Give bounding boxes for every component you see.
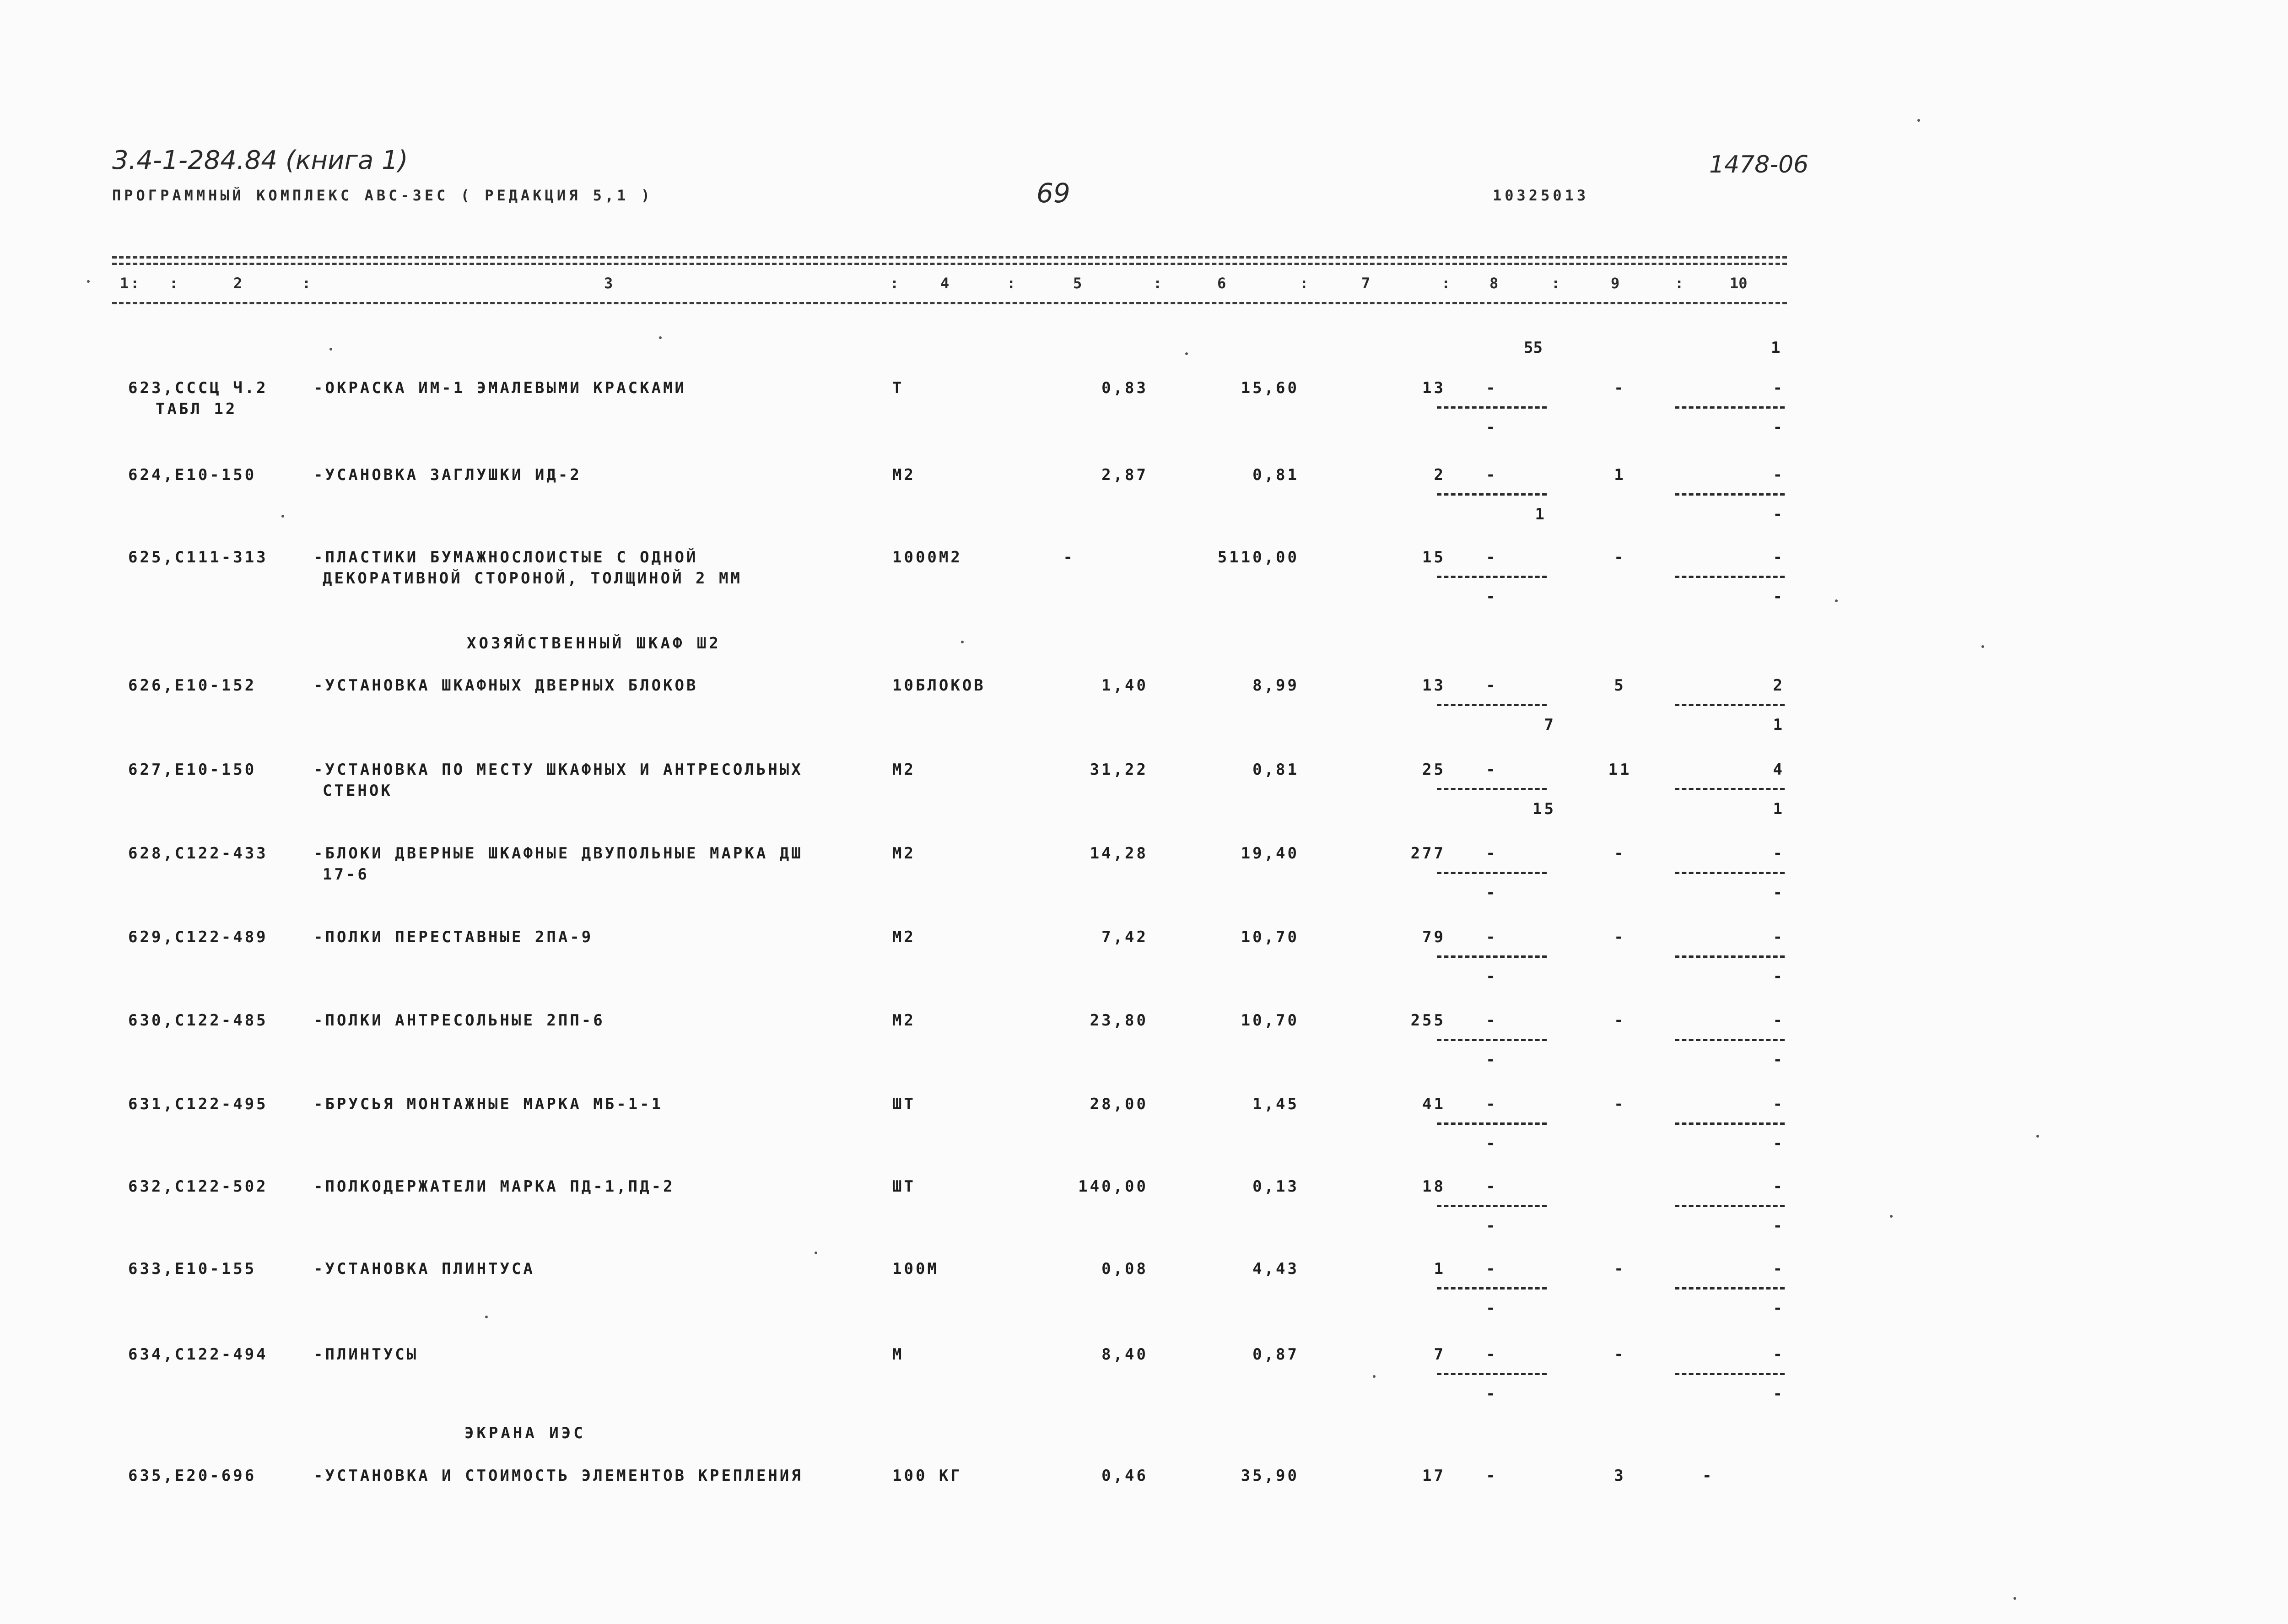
row-quantity: 0,46: [1101, 1467, 1148, 1485]
row-quantity: 23,80: [1090, 1011, 1148, 1030]
table-row: [0, 1011, 2288, 1080]
row-unit: М2: [892, 844, 916, 863]
row-quantity: 28,00: [1090, 1095, 1148, 1113]
row-code: 634,С122-494: [128, 1345, 268, 1364]
col-num-9: 9: [1611, 275, 1620, 292]
row-col10-bottom: 1: [1773, 800, 1785, 818]
row-col9: -: [1614, 928, 1626, 946]
row-col10-top: 2: [1773, 676, 1785, 695]
row-unit: М2: [892, 761, 916, 779]
row-total: 13: [1422, 379, 1446, 397]
row-col9: -: [1614, 379, 1626, 397]
row-col8-bottom: -: [1486, 1299, 1498, 1317]
row-col8-top: -: [1486, 1011, 1498, 1030]
row-code: 626,Е10-152: [128, 676, 257, 695]
col-num-6: 6: [1217, 275, 1226, 292]
row-quantity: 8,40: [1101, 1345, 1148, 1364]
scan-speck: [1917, 119, 1920, 122]
row-code: 630,С122-485: [128, 1011, 268, 1030]
row-code: 628,С122-433: [128, 844, 268, 863]
row-description: -БРУСЬЯ МОНТАЖНЫЕ МАРКА МБ-1-1: [313, 1095, 664, 1113]
row-unit: М2: [892, 928, 916, 946]
row-col10-top: -: [1773, 1260, 1785, 1278]
row-col8-divider: [1437, 1373, 1547, 1375]
row-col10-divider: [1675, 1287, 1785, 1289]
row-col8-bottom: -: [1486, 967, 1498, 986]
row-quantity: -: [1063, 548, 1075, 567]
row-col10-divider: [1675, 955, 1785, 958]
table-row: [0, 761, 2288, 829]
row-col10-top: -: [1773, 1011, 1785, 1030]
row-col8-divider: [1437, 1287, 1547, 1289]
row-col10-top: -: [1702, 1467, 1714, 1485]
row-col10-divider: [1675, 1122, 1785, 1125]
row-description: -УСТАНОВКА ШКАФНЫХ ДВЕРНЫХ БЛОКОВ: [313, 676, 698, 695]
row-col8-bottom: 15: [1533, 800, 1556, 818]
row-col10-bottom: -: [1773, 1134, 1785, 1153]
scan-speck: [2013, 1597, 2016, 1600]
row-col8-top: -: [1486, 466, 1498, 484]
row-col10-bottom: -: [1773, 1217, 1785, 1235]
row-unit-price: 10,70: [1241, 1011, 1299, 1030]
row-col8-divider: [1437, 1039, 1547, 1041]
row-unit-price: 1,45: [1252, 1095, 1299, 1113]
row-unit: 100М: [892, 1260, 939, 1278]
row-col10-divider: [1675, 788, 1785, 790]
col-num-8: 8: [1489, 275, 1499, 292]
row-col8-divider: [1437, 1122, 1547, 1125]
row-col10-bottom: -: [1773, 1385, 1785, 1403]
row-col9: -: [1614, 548, 1626, 567]
row-col8-bottom: -: [1486, 418, 1498, 437]
page-number: 69: [1036, 178, 1070, 209]
section-title-wardrobe: ХОЗЯЙСТВЕННЫЙ ШКАФ Ш2: [467, 634, 721, 653]
col-num-10: 10: [1730, 275, 1748, 292]
carry-col-8: 55: [1524, 339, 1543, 357]
row-col9: 11: [1608, 761, 1632, 779]
row-col10-top: -: [1773, 844, 1785, 863]
row-col10-divider: [1675, 704, 1785, 706]
row-unit: М2: [892, 1011, 916, 1030]
table-row: [0, 1177, 2288, 1246]
scan-speck: [815, 1252, 817, 1254]
table-row: [0, 676, 2288, 745]
row-col8-top: -: [1486, 1467, 1498, 1485]
table-row: [0, 928, 2288, 997]
row-quantity: 140,00: [1078, 1177, 1148, 1196]
row-col10-divider: [1675, 872, 1785, 874]
row-col10-bottom: -: [1773, 505, 1785, 523]
row-code-note: ТАБЛ 12: [156, 400, 237, 418]
row-unit: М: [892, 1345, 904, 1364]
row-quantity: 0,08: [1101, 1260, 1148, 1278]
col-num-7: 7: [1361, 275, 1371, 292]
row-col10-top: -: [1773, 548, 1785, 567]
row-unit-price: 0,13: [1252, 1177, 1299, 1196]
row-col8-top: -: [1486, 928, 1498, 946]
scan-speck: [1373, 1375, 1376, 1378]
row-total: 79: [1422, 928, 1446, 946]
row-unit-price: 0,81: [1252, 466, 1299, 484]
row-total: 1: [1434, 1260, 1446, 1278]
top-rule-1: [112, 256, 1787, 259]
row-total: 13: [1422, 676, 1446, 695]
row-quantity: 0,83: [1101, 379, 1148, 397]
table-row: [0, 844, 2288, 913]
row-col9: 5: [1614, 676, 1626, 695]
document-reference: 3.4-1-284.84 (книга 1): [112, 146, 408, 175]
row-quantity: 1,40: [1101, 676, 1148, 695]
section-title-screens: ЭКРАНА ИЭС: [464, 1424, 586, 1442]
row-col10-top: -: [1773, 466, 1785, 484]
program-line: ПРОГРАММНЫЙ КОМПЛЕКС АВС-3ЕС ( РЕДАКЦИЯ 5,1 ): [112, 187, 653, 204]
row-col10-divider: [1675, 1039, 1785, 1041]
row-code: 623,СССЦ Ч.2: [128, 379, 268, 397]
row-col9: -: [1614, 1011, 1626, 1030]
row-unit-price: 35,90: [1241, 1467, 1299, 1485]
table-row: [0, 1467, 2288, 1535]
row-col8-top: -: [1486, 379, 1498, 397]
col-num-3: 3: [604, 275, 613, 292]
row-col8-bottom: -: [1486, 1217, 1498, 1235]
row-description: -ПОЛКОДЕРЖАТЕЛИ МАРКА ПД-1,ПД-2: [313, 1177, 675, 1196]
row-description-continued: ДЕКОРАТИВНОЙ СТОРОНОЙ, ТОЛЩИНОЙ 2 ММ: [323, 569, 742, 588]
row-col10-top: -: [1773, 928, 1785, 946]
row-col10-bottom: -: [1773, 884, 1785, 902]
row-col10-divider: [1675, 493, 1785, 496]
row-col9: -: [1614, 1260, 1626, 1278]
table-row: [0, 466, 2288, 534]
row-description: -УСАНОВКА ЗАГЛУШКИ ИД-2: [313, 466, 582, 484]
row-col10-top: 4: [1773, 761, 1785, 779]
row-unit: Т: [892, 379, 904, 397]
table-row: [0, 1260, 2288, 1328]
col-num-1: 1: [120, 275, 129, 292]
top-rule-2: [112, 263, 1787, 265]
row-unit: 1000М2: [892, 548, 962, 567]
scan-speck: [659, 336, 662, 339]
row-total: 7: [1434, 1345, 1446, 1364]
row-col9: 1: [1614, 466, 1626, 484]
row-col8-top: -: [1486, 1260, 1498, 1278]
row-col8-divider: [1437, 406, 1547, 409]
row-col10-bottom: -: [1773, 1051, 1785, 1069]
row-col8-top: -: [1486, 1345, 1498, 1364]
row-unit-price: 10,70: [1241, 928, 1299, 946]
row-col9: -: [1614, 844, 1626, 863]
row-code: 632,С122-502: [128, 1177, 268, 1196]
row-col8-bottom: -: [1486, 1051, 1498, 1069]
row-total: 2: [1434, 466, 1446, 484]
row-col8-divider: [1437, 576, 1547, 578]
row-col8-divider: [1437, 704, 1547, 706]
header-bottom-rule: [112, 302, 1787, 304]
col-num-4: 4: [940, 275, 950, 292]
col-num-2: 2: [233, 275, 243, 292]
row-col10-top: -: [1773, 1177, 1785, 1196]
row-col8-divider: [1437, 872, 1547, 874]
row-col8-bottom: -: [1486, 1385, 1498, 1403]
table-row: [0, 1095, 2288, 1164]
row-code: 631,С122-495: [128, 1095, 268, 1113]
row-unit: 100 КГ: [892, 1467, 962, 1485]
row-total: 41: [1422, 1095, 1446, 1113]
row-description: -УСТАНОВКА ПЛИНТУСА: [313, 1260, 535, 1278]
row-unit-price: 8,99: [1252, 676, 1299, 695]
row-unit-price: 19,40: [1241, 844, 1299, 863]
scan-speck: [485, 1316, 488, 1318]
row-col10-bottom: 1: [1773, 716, 1785, 734]
row-total: 17: [1422, 1467, 1446, 1485]
scan-speck: [2036, 1135, 2039, 1138]
row-total: 277: [1410, 844, 1446, 863]
scan-speck: [961, 641, 964, 643]
row-col8-divider: [1437, 955, 1547, 958]
row-col10-top: -: [1773, 379, 1785, 397]
scan-speck: [87, 280, 90, 283]
row-col10-bottom: -: [1773, 1299, 1785, 1317]
table-row: [0, 379, 2288, 448]
row-total: 18: [1422, 1177, 1446, 1196]
row-code: 627,Е10-150: [128, 761, 257, 779]
row-col10-divider: [1675, 1205, 1785, 1207]
row-col8-top: -: [1486, 761, 1498, 779]
row-total: 15: [1422, 548, 1446, 567]
scan-speck: [1835, 599, 1838, 602]
row-unit: М2: [892, 466, 916, 484]
row-code: 624,Е10-150: [128, 466, 257, 484]
row-col8-bottom: -: [1486, 884, 1498, 902]
row-quantity: 31,22: [1090, 761, 1148, 779]
row-col8-top: -: [1486, 1095, 1498, 1113]
row-col10-divider: [1675, 1373, 1785, 1375]
row-description-continued: 17-6: [323, 865, 369, 884]
document-code: 10325013: [1493, 187, 1589, 204]
scan-speck: [1981, 645, 1984, 648]
row-code: 629,С122-489: [128, 928, 268, 946]
scan-speck: [329, 348, 332, 351]
row-col8-top: -: [1486, 676, 1498, 695]
row-quantity: 2,87: [1101, 466, 1148, 484]
row-description-continued: СТЕНОК: [323, 782, 393, 800]
row-description: -ПОЛКИ АНТРЕСОЛЬНЫЕ 2ПП-6: [313, 1011, 605, 1030]
row-description: -УСТАНОВКА ПО МЕСТУ ШКАФНЫХ И АНТРЕСОЛЬНЫХ: [313, 761, 803, 779]
scan-speck: [281, 515, 284, 518]
row-description: -ПОЛКИ ПЕРЕСТАВНЫЕ 2ПА-9: [313, 928, 594, 946]
row-unit-price: 15,60: [1241, 379, 1299, 397]
row-col8-bottom: 7: [1544, 716, 1556, 734]
scan-speck: [1185, 352, 1188, 355]
row-description: -УСТАНОВКА И СТОИМОСТЬ ЭЛЕМЕНТОВ КРЕПЛЕНИЯ: [313, 1467, 803, 1485]
row-col10-top: -: [1773, 1345, 1785, 1364]
row-quantity: 7,42: [1101, 928, 1148, 946]
row-col10-bottom: -: [1773, 967, 1785, 986]
row-col8-divider: [1437, 493, 1547, 496]
carry-col-10: 1: [1771, 339, 1781, 357]
row-description: -ПЛАСТИКИ БУМАЖНОСЛОИСТЫЕ С ОДНОЙ: [313, 548, 698, 567]
row-col10-divider: [1675, 576, 1785, 578]
row-code: 635,Е20-696: [128, 1467, 257, 1485]
row-total: 25: [1422, 761, 1446, 779]
row-unit-price: 0,87: [1252, 1345, 1299, 1364]
row-col8-bottom: 1: [1535, 505, 1547, 523]
row-col8-bottom: -: [1486, 1134, 1498, 1153]
row-col8-divider: [1437, 788, 1547, 790]
row-unit: 10БЛОКОВ: [892, 676, 986, 695]
row-description: -ОКРАСКА ИМ-1 ЭМАЛЕВЫМИ КРАСКАМИ: [313, 379, 687, 397]
row-quantity: 14,28: [1090, 844, 1148, 863]
row-unit-price: 0,81: [1252, 761, 1299, 779]
table-row: [0, 1345, 2288, 1414]
row-code: 625,С111-313: [128, 548, 268, 567]
row-unit: ШТ: [892, 1177, 916, 1196]
row-unit-price: 4,43: [1252, 1260, 1299, 1278]
row-description: -БЛОКИ ДВЕРНЫЕ ШКАФНЫЕ ДВУПОЛЬНЫЕ МАРКА ДШ: [313, 844, 803, 863]
sheet-mark: 1478-06: [1709, 151, 1809, 178]
row-col10-divider: [1675, 406, 1785, 409]
row-description: -ПЛИНТУСЫ: [313, 1345, 419, 1364]
row-unit-price: 5110,00: [1217, 548, 1299, 567]
row-col9: -: [1614, 1095, 1626, 1113]
row-code: 633,Е10-155: [128, 1260, 257, 1278]
row-col9: 3: [1614, 1467, 1626, 1485]
row-col10-bottom: -: [1773, 418, 1785, 437]
row-col10-top: -: [1773, 1095, 1785, 1113]
row-col9: -: [1614, 1345, 1626, 1364]
row-col8-bottom: -: [1486, 588, 1498, 606]
row-total: 255: [1410, 1011, 1446, 1030]
table-row: [0, 548, 2288, 617]
row-col8-top: -: [1486, 844, 1498, 863]
row-col10-bottom: -: [1773, 588, 1785, 606]
row-col8-divider: [1437, 1205, 1547, 1207]
row-unit: ШТ: [892, 1095, 916, 1113]
row-col8-top: -: [1486, 548, 1498, 567]
scan-speck: [1890, 1215, 1893, 1218]
col-num-5: 5: [1073, 275, 1082, 292]
row-col8-top: -: [1486, 1177, 1498, 1196]
